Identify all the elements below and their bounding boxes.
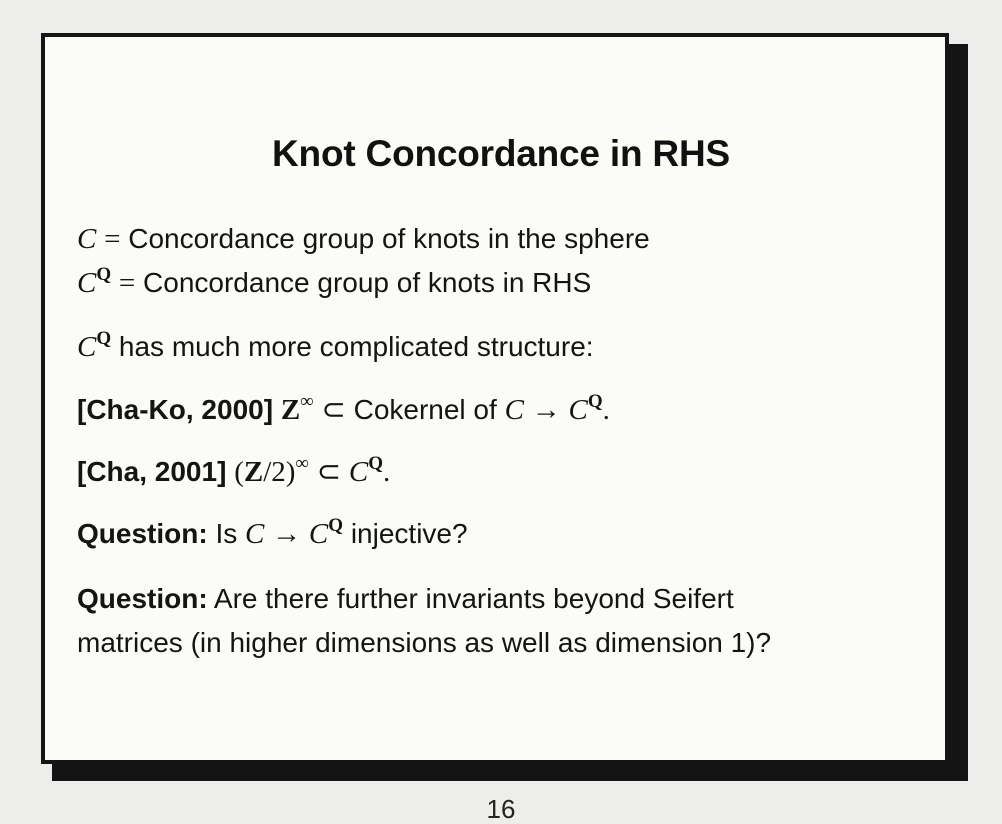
math-symbol: C xyxy=(504,394,524,426)
definition-line-c xyxy=(77,222,650,256)
math-symbol: C xyxy=(348,456,369,488)
line-text: Is xyxy=(215,518,238,549)
line-text: Cokernel of xyxy=(353,394,497,425)
question-injective-line xyxy=(77,517,468,551)
math-quotient: /2) xyxy=(263,456,296,488)
math-arrow: → xyxy=(272,518,302,550)
math-subset: ⊂ xyxy=(316,456,342,488)
math-superscript: Q xyxy=(96,264,112,285)
line-text: Concordance group of knots in RHS xyxy=(143,267,592,298)
question-label: Question: xyxy=(77,583,208,614)
math-symbol: C xyxy=(77,267,97,299)
math-symbol: C xyxy=(245,518,265,550)
line-text: Concordance group of knots in the sphere xyxy=(128,223,650,254)
math-symbol: C xyxy=(77,223,97,255)
period: . xyxy=(602,394,610,426)
math-group: Z xyxy=(280,394,301,426)
period: . xyxy=(382,456,391,488)
math-relation: = xyxy=(118,267,136,299)
question-invariants-continuation xyxy=(77,626,771,660)
math-superscript: Q xyxy=(587,391,603,412)
citation: [Cha, 2001] xyxy=(77,456,227,487)
math-group: Z xyxy=(243,456,264,488)
math-superscript: Q xyxy=(328,515,344,536)
math-relation: = xyxy=(104,223,121,255)
line-text: Are there further invariants beyond Seifert xyxy=(213,583,734,614)
cha-line xyxy=(77,455,390,489)
math-arrow: → xyxy=(531,394,561,426)
math-paren: ( xyxy=(234,456,244,488)
question-invariants-line xyxy=(77,582,734,616)
structure-line xyxy=(77,330,594,364)
line-text: has much more complicated structure: xyxy=(118,331,594,362)
slide-title: Knot Concordance in RHS xyxy=(272,133,730,174)
cha-ko-line xyxy=(77,393,610,427)
math-symbol: C xyxy=(568,394,588,426)
math-symbol: C xyxy=(77,331,97,363)
math-superscript: Q xyxy=(368,453,383,474)
line-text: injective? xyxy=(350,518,468,549)
math-subset: ⊂ xyxy=(321,394,346,426)
math-symbol: C xyxy=(308,518,329,550)
question-label: Question: xyxy=(77,518,208,549)
page-number: 16 xyxy=(486,794,516,824)
math-exponent: ∞ xyxy=(295,453,309,474)
math-superscript: Q xyxy=(96,328,112,349)
line-text: matrices (in higher dimensions as well as dimension 1)? xyxy=(77,627,772,658)
citation: [Cha-Ko, 2000] xyxy=(77,394,274,425)
math-exponent: ∞ xyxy=(300,391,314,412)
definition-line-cq xyxy=(77,266,591,300)
